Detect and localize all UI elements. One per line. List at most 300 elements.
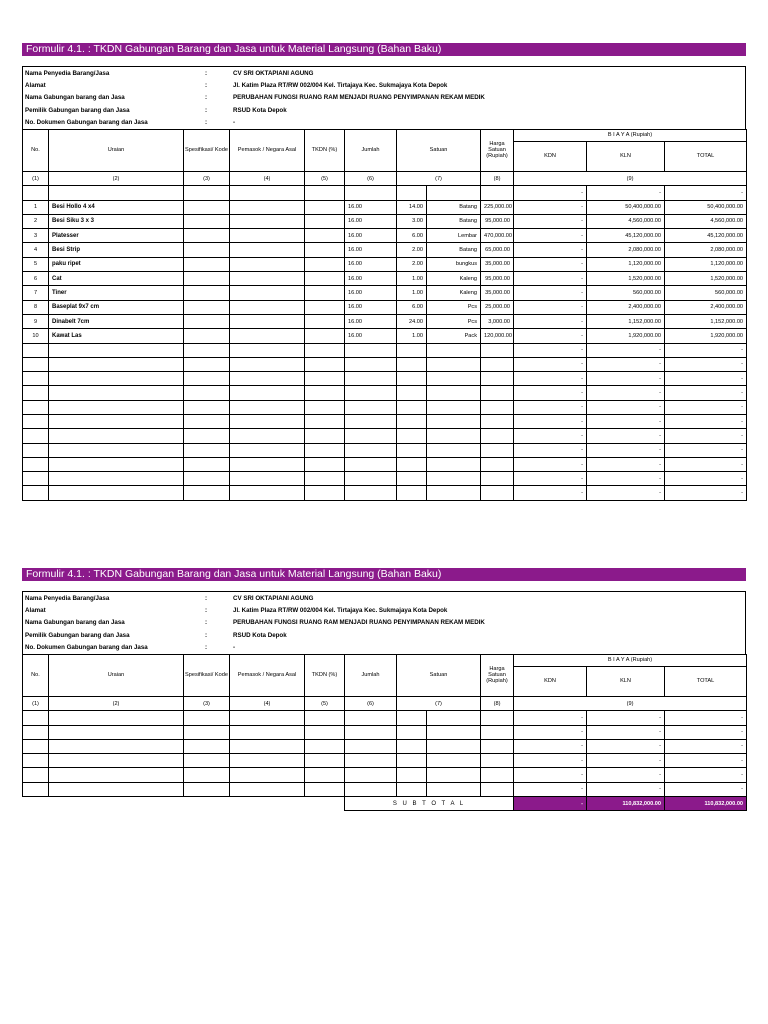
info-value: Jl. Katim Plaza RT/RW 002/004 Kel. Tirtajaya Kec. Sukmajaya Kota Depok (233, 82, 448, 90)
table-row (23, 200, 747, 214)
cell-jumlah (345, 429, 397, 443)
cell-unit (427, 357, 481, 371)
cell-total: - (665, 386, 747, 400)
cell-uraian (49, 372, 184, 386)
cell-pemasok (230, 314, 305, 328)
cell-pemasok (230, 357, 305, 371)
cell-harga (481, 429, 514, 443)
cell-harga: 95,000.00 (481, 272, 514, 286)
cell-uraian (49, 386, 184, 400)
cell-harga (481, 725, 514, 739)
cell-unit: Kaleng (427, 272, 481, 286)
cell-jumlah (345, 725, 397, 739)
cell-kdn: - (514, 400, 587, 414)
cell-total: 2,400,000.00 (665, 300, 747, 314)
cell-qty: 14.00 (397, 200, 427, 214)
cell-jumlah: 16.00 (345, 243, 397, 257)
cell-qty (397, 429, 427, 443)
cell-uraian: Besi Siku 3 x 3 (49, 214, 184, 228)
cell-total: - (665, 414, 747, 428)
table-row (23, 214, 747, 228)
info-label: Pemilik Gabungan barang dan Jasa (25, 631, 130, 639)
cell-kln: - (587, 443, 665, 457)
table-row (23, 372, 747, 386)
header-jumlah: Jumlah (345, 654, 397, 696)
cell-jumlah (345, 386, 397, 400)
header-satuan: Satuan (397, 129, 481, 171)
header-spesifikasi: Spesifikasi/ Kode (184, 654, 230, 696)
info-row (23, 68, 745, 80)
cell-kdn: - (514, 329, 587, 343)
cell-no (23, 754, 49, 768)
cell-qty (397, 400, 427, 414)
cell-jumlah (345, 739, 397, 753)
header-tkdn: TKDN (%) (305, 654, 345, 696)
cell-kln: 1,920,000.00 (587, 329, 665, 343)
cell-qty (397, 357, 427, 371)
cell-qty: 1.00 (397, 272, 427, 286)
cell-spesifikasi (184, 243, 230, 257)
cell-harga: 65,000.00 (481, 243, 514, 257)
subtotal-kln: 110,832,000.00 (587, 797, 665, 811)
cell-qty (397, 372, 427, 386)
cell-qty: 2.00 (397, 243, 427, 257)
table-row (23, 429, 747, 443)
cell-spesifikasi (184, 257, 230, 271)
cell-uraian (49, 725, 184, 739)
cell-uraian: Besi Strip (49, 243, 184, 257)
cell-pemasok (230, 429, 305, 443)
cell-total: - (665, 725, 747, 739)
cell-kln: - (587, 386, 665, 400)
cell-pemasok (230, 257, 305, 271)
header-kln: KLN (587, 666, 665, 696)
cell-total: 1,152,000.00 (665, 314, 747, 328)
cell-spesifikasi (184, 300, 230, 314)
header-row (23, 129, 747, 141)
cell-unit (427, 457, 481, 471)
cell-tkdn-pct (305, 754, 345, 768)
cell-no (23, 386, 49, 400)
cell-spesifikasi (184, 457, 230, 471)
cell-no: 6 (23, 272, 49, 286)
cell-uraian: paku ripet (49, 257, 184, 271)
cell-tkdn-pct (305, 200, 345, 214)
cell-kln: - (587, 754, 665, 768)
cell-tkdn-pct (305, 243, 345, 257)
cell-spesifikasi (184, 386, 230, 400)
cell-uraian (49, 443, 184, 457)
cell-total: - (665, 343, 747, 357)
cell-uraian (49, 357, 184, 371)
cell-kdn: - (514, 343, 587, 357)
cell-jumlah (345, 186, 397, 200)
cell-kdn: - (514, 200, 587, 214)
column-number: (3) (184, 171, 230, 185)
empty-cell (23, 797, 49, 811)
column-number: (2) (49, 696, 184, 710)
cell-tkdn-pct (305, 343, 345, 357)
cell-spesifikasi (184, 272, 230, 286)
info-label: No. Dokumen Gabungan barang dan Jasa (25, 643, 148, 651)
info-value: - (233, 643, 236, 651)
info-colon: : (205, 631, 208, 639)
column-number: (8) (481, 171, 514, 185)
cell-qty: 1.00 (397, 329, 427, 343)
cell-pemasok (230, 286, 305, 300)
cell-no: 1 (23, 200, 49, 214)
cell-kdn: - (514, 386, 587, 400)
info-value: CV SRI OKTAPIANI AGUNG (233, 595, 314, 602)
cell-no (23, 414, 49, 428)
cell-harga (481, 357, 514, 371)
cell-kln: - (587, 357, 665, 371)
column-number: (7) (397, 171, 481, 185)
cell-jumlah: 16.00 (345, 314, 397, 328)
cell-pemasok (230, 711, 305, 725)
cell-kdn: - (514, 739, 587, 753)
cell-jumlah: 16.00 (345, 272, 397, 286)
cell-no: 8 (23, 300, 49, 314)
column-number-row (23, 696, 747, 710)
cell-spesifikasi (184, 429, 230, 443)
info-value: Jl. Katim Plaza RT/RW 002/004 Kel. Tirtajaya Kec. Sukmajaya Kota Depok (233, 607, 448, 615)
cell-harga (481, 486, 514, 500)
cell-no: 7 (23, 286, 49, 300)
cell-unit (427, 782, 481, 796)
cell-kdn: - (514, 457, 587, 471)
cell-kdn: - (514, 782, 587, 796)
cell-harga: 225,000.00 (481, 200, 514, 214)
cell-jumlah (345, 768, 397, 782)
cell-qty (397, 472, 427, 486)
cell-uraian (49, 782, 184, 796)
info-row (23, 642, 745, 654)
cell-spesifikasi (184, 443, 230, 457)
cell-tkdn-pct (305, 314, 345, 328)
cell-harga: 35,000.00 (481, 286, 514, 300)
cell-total: - (665, 429, 747, 443)
cell-uraian (49, 400, 184, 414)
cell-total: - (665, 457, 747, 471)
cell-total: - (665, 768, 747, 782)
table-row (23, 343, 747, 357)
cell-pemasok (230, 329, 305, 343)
cell-kln: - (587, 414, 665, 428)
cell-total: - (665, 739, 747, 753)
subtotal-row (23, 797, 747, 811)
header-kdn: KDN (514, 141, 587, 171)
cell-unit (427, 711, 481, 725)
info-colon: : (205, 607, 208, 615)
info-value: CV SRI OKTAPIANI AGUNG (233, 70, 314, 77)
cell-qty (397, 457, 427, 471)
cell-pemasok (230, 229, 305, 243)
cell-harga: 35,000.00 (481, 257, 514, 271)
cell-kdn: - (514, 472, 587, 486)
column-number: (9) (514, 171, 747, 185)
cell-spesifikasi (184, 472, 230, 486)
table-row (23, 725, 747, 739)
info-value: PERUBAHAN FUNGSI RUANG RAM MENJADI RUANG PENYIMPANAN REKAM MEDIK (233, 94, 485, 102)
cell-tkdn-pct (305, 300, 345, 314)
cell-total: - (665, 186, 747, 200)
cell-qty (397, 782, 427, 796)
cell-spesifikasi (184, 343, 230, 357)
info-row (23, 605, 745, 617)
cell-unit: Kaleng (427, 286, 481, 300)
table-row (23, 400, 747, 414)
cell-harga: 95,000.00 (481, 214, 514, 228)
cell-tkdn-pct (305, 386, 345, 400)
cell-spesifikasi (184, 357, 230, 371)
cell-jumlah: 16.00 (345, 229, 397, 243)
cell-qty (397, 343, 427, 357)
cell-kln: - (587, 725, 665, 739)
header-row (23, 654, 747, 666)
info-row (23, 80, 745, 92)
column-number: (5) (305, 171, 345, 185)
cell-total: - (665, 711, 747, 725)
cell-no (23, 457, 49, 471)
cell-jumlah (345, 782, 397, 796)
cell-kdn: - (514, 214, 587, 228)
cell-harga (481, 472, 514, 486)
column-number-row (23, 171, 747, 185)
cell-uraian: Besi Hollo 4 x4 (49, 200, 184, 214)
cell-kdn: - (514, 300, 587, 314)
table-row (23, 457, 747, 471)
cell-pemasok (230, 272, 305, 286)
header-biaya: B I A Y A (Rupiah) (514, 654, 747, 666)
cell-kln: 560,000.00 (587, 286, 665, 300)
info-label: No. Dokumen Gabungan barang dan Jasa (25, 118, 148, 126)
table-row (23, 414, 747, 428)
info-label: Nama Gabungan barang dan Jasa (25, 619, 125, 627)
cell-pemasok (230, 414, 305, 428)
cell-kdn: - (514, 754, 587, 768)
form-info (22, 591, 746, 654)
cell-harga: 120,000.00 (481, 329, 514, 343)
cell-kln: 50,400,000.00 (587, 200, 665, 214)
cell-spesifikasi (184, 329, 230, 343)
cell-no (23, 472, 49, 486)
cell-jumlah (345, 414, 397, 428)
table-row (23, 272, 747, 286)
cell-kln: 1,120,000.00 (587, 257, 665, 271)
cell-total: - (665, 754, 747, 768)
cell-pemasok (230, 472, 305, 486)
info-colon: : (205, 70, 208, 77)
column-number: (1) (23, 696, 49, 710)
cell-qty (397, 768, 427, 782)
cell-tkdn-pct (305, 725, 345, 739)
cell-tkdn-pct (305, 739, 345, 753)
header-biaya: B I A Y A (Rupiah) (514, 129, 747, 141)
cell-spesifikasi (184, 214, 230, 228)
cell-unit: Pcs (427, 314, 481, 328)
cell-no: 2 (23, 214, 49, 228)
cell-tkdn-pct (305, 782, 345, 796)
cell-tkdn-pct (305, 400, 345, 414)
cell-kdn: - (514, 372, 587, 386)
cell-no (23, 372, 49, 386)
cell-total: - (665, 372, 747, 386)
cell-harga: 3,000.00 (481, 314, 514, 328)
cell-pemasok (230, 486, 305, 500)
cell-spesifikasi (184, 725, 230, 739)
cell-kdn: - (514, 725, 587, 739)
cell-spesifikasi (184, 200, 230, 214)
cell-harga (481, 372, 514, 386)
table-row (23, 739, 747, 753)
info-colon: : (205, 643, 208, 651)
cell-unit: Lembar (427, 229, 481, 243)
cell-kdn: - (514, 443, 587, 457)
cell-pemasok (230, 300, 305, 314)
cell-unit (427, 739, 481, 753)
cell-kdn: - (514, 243, 587, 257)
cell-jumlah: 16.00 (345, 214, 397, 228)
cell-kln: 4,560,000.00 (587, 214, 665, 228)
cell-kln: - (587, 768, 665, 782)
cell-qty: 3.00 (397, 214, 427, 228)
header-kln: KLN (587, 141, 665, 171)
cell-uraian (49, 414, 184, 428)
cell-pemasok (230, 443, 305, 457)
cell-no (23, 711, 49, 725)
cell-harga (481, 186, 514, 200)
cell-spesifikasi (184, 400, 230, 414)
column-number: (5) (305, 696, 345, 710)
form-info (22, 66, 746, 129)
header-pemasok: Pemasok / Negara Asal (230, 129, 305, 171)
header-spesifikasi: Spesifikasi/ Kode (184, 129, 230, 171)
cell-harga (481, 400, 514, 414)
cell-uraian: Cat (49, 272, 184, 286)
cell-kdn: - (514, 286, 587, 300)
cell-harga (481, 711, 514, 725)
cell-kln: - (587, 739, 665, 753)
cell-unit (427, 754, 481, 768)
cell-jumlah: 16.00 (345, 200, 397, 214)
cell-qty: 6.00 (397, 300, 427, 314)
cell-no: 9 (23, 314, 49, 328)
cell-unit (427, 472, 481, 486)
info-label: Alamat (25, 607, 46, 615)
cell-kln: 2,400,000.00 (587, 300, 665, 314)
cell-kln: - (587, 186, 665, 200)
cell-harga: 25,000.00 (481, 300, 514, 314)
cell-jumlah (345, 472, 397, 486)
cell-unit: Pack (427, 329, 481, 343)
subtotal-label: S U B T O T A L (345, 797, 514, 811)
empty-cell (305, 797, 345, 811)
material-table (22, 654, 747, 811)
cell-no (23, 186, 49, 200)
cell-total: 1,520,000.00 (665, 272, 747, 286)
cell-jumlah (345, 357, 397, 371)
cell-kln: - (587, 372, 665, 386)
cell-uraian: Kawat Las (49, 329, 184, 343)
cell-total: 50,400,000.00 (665, 200, 747, 214)
cell-unit (427, 414, 481, 428)
cell-uraian (49, 429, 184, 443)
cell-unit (427, 186, 481, 200)
cell-uraian (49, 472, 184, 486)
cell-kln: - (587, 429, 665, 443)
cell-harga (481, 754, 514, 768)
empty-cell (49, 797, 184, 811)
cell-uraian (49, 768, 184, 782)
cell-unit (427, 372, 481, 386)
cell-spesifikasi (184, 739, 230, 753)
cell-uraian: Dinabelt 7cm (49, 314, 184, 328)
column-number: (8) (481, 696, 514, 710)
info-row (23, 117, 745, 129)
info-row (23, 105, 745, 117)
column-number: (7) (397, 696, 481, 710)
header-satuan: Satuan (397, 654, 481, 696)
column-number: (2) (49, 171, 184, 185)
cell-unit (427, 400, 481, 414)
table-row (23, 443, 747, 457)
info-colon: : (205, 619, 208, 627)
cell-kln: - (587, 782, 665, 796)
form-title: Formulir 4.1. : TKDN Gabungan Barang dan Jasa untuk Material Langsung (Bahan Baku) (22, 43, 746, 56)
cell-spesifikasi (184, 286, 230, 300)
cell-kln: - (587, 457, 665, 471)
cell-total: 45,120,000.00 (665, 229, 747, 243)
subtotal-kdn: - (514, 797, 587, 811)
cell-no: 3 (23, 229, 49, 243)
cell-pemasok (230, 782, 305, 796)
cell-unit: Pcs (427, 300, 481, 314)
cell-qty (397, 739, 427, 753)
cell-kdn: - (514, 229, 587, 243)
cell-harga (481, 343, 514, 357)
column-number: (4) (230, 171, 305, 185)
cell-kdn: - (514, 357, 587, 371)
cell-tkdn-pct (305, 257, 345, 271)
cell-qty: 24.00 (397, 314, 427, 328)
table-row (23, 229, 747, 243)
cell-spesifikasi (184, 768, 230, 782)
cell-spesifikasi (184, 486, 230, 500)
cell-kln: - (587, 711, 665, 725)
cell-total: 560,000.00 (665, 286, 747, 300)
subtotal-total: 110,832,000.00 (665, 797, 747, 811)
empty-cell (184, 797, 230, 811)
cell-total: 1,920,000.00 (665, 329, 747, 343)
table-row (23, 357, 747, 371)
column-number: (4) (230, 696, 305, 710)
cell-uraian: Tiner (49, 286, 184, 300)
cell-harga (481, 443, 514, 457)
cell-kln: - (587, 343, 665, 357)
cell-total: - (665, 357, 747, 371)
cell-tkdn-pct (305, 443, 345, 457)
cell-total: 1,120,000.00 (665, 257, 747, 271)
cell-uraian (49, 754, 184, 768)
empty-cell (230, 797, 305, 811)
cell-unit (427, 486, 481, 500)
cell-kdn: - (514, 272, 587, 286)
cell-tkdn-pct (305, 372, 345, 386)
cell-harga: 470,000.00 (481, 229, 514, 243)
cell-harga (481, 457, 514, 471)
cell-tkdn-pct (305, 414, 345, 428)
